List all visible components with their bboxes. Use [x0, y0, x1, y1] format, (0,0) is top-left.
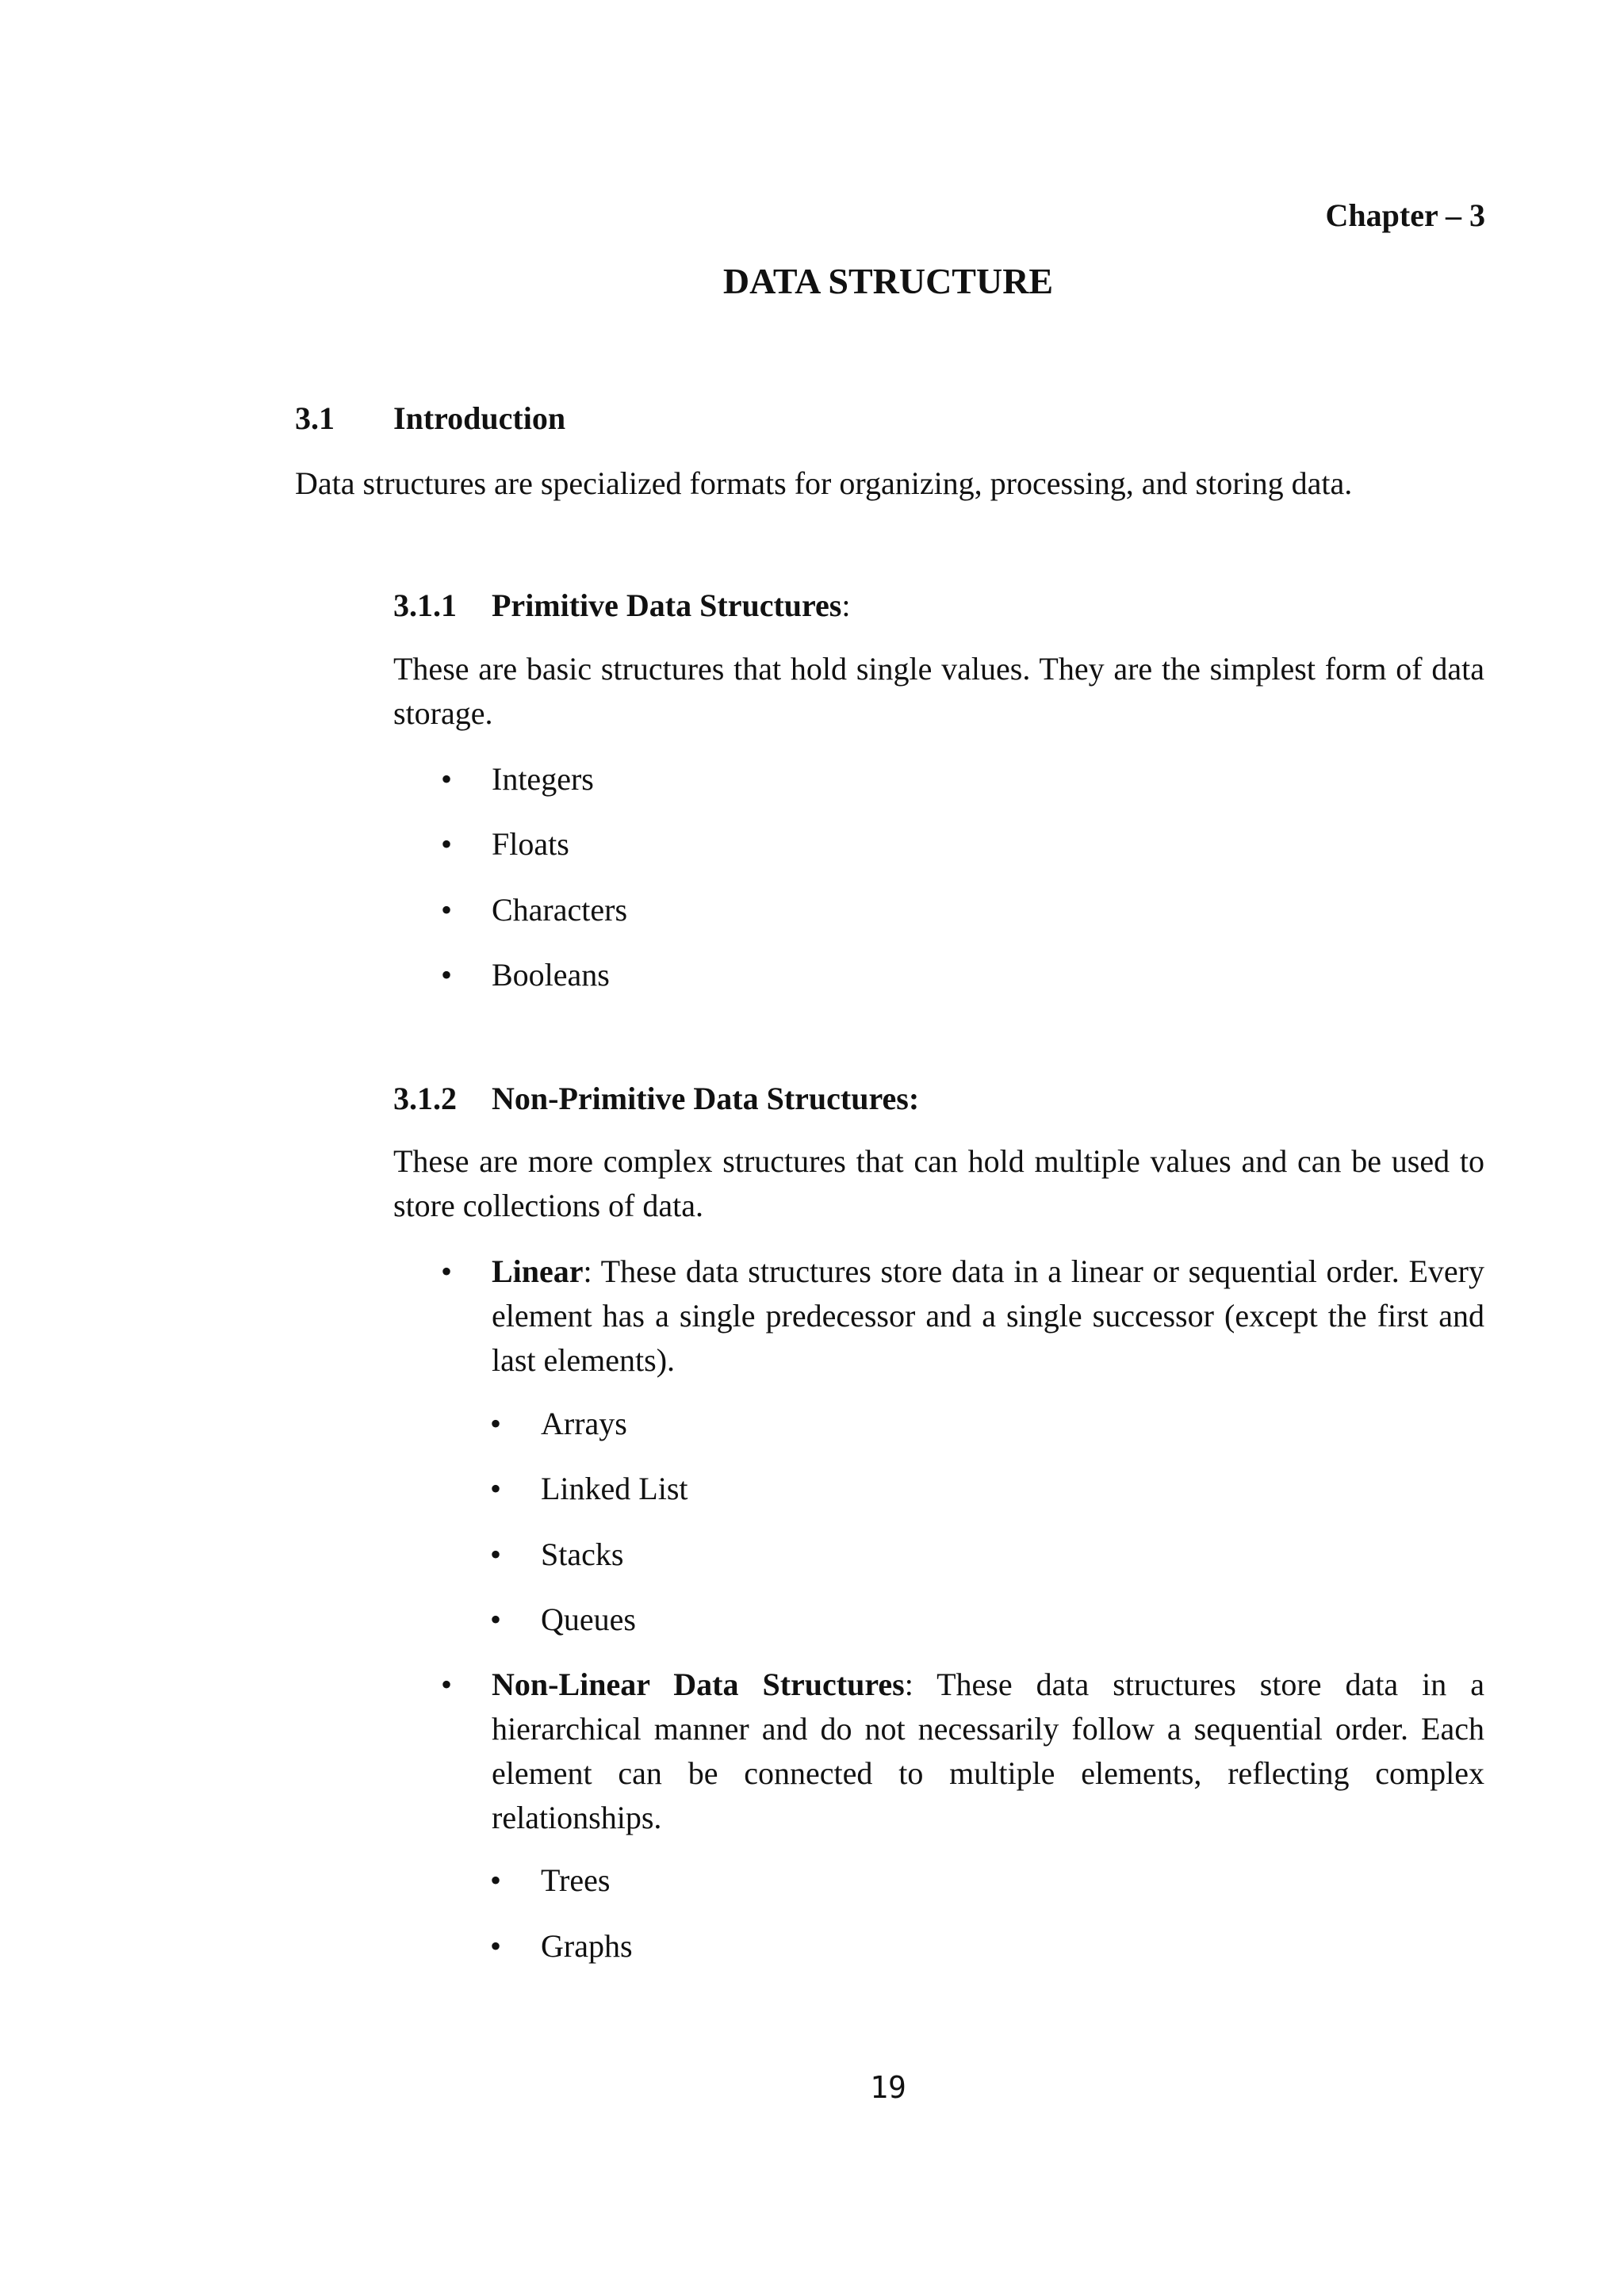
list-item-label: Integers	[492, 761, 594, 797]
list-item	[490, 1402, 1484, 1446]
section-title: Introduction	[393, 400, 566, 436]
bullet-icon: •	[490, 1536, 502, 1572]
list-item-label: Graphs	[541, 1928, 633, 1964]
list-item	[441, 888, 1484, 932]
list-item	[490, 1533, 1484, 1577]
subsection-title: Non-Primitive Data Structures:	[492, 1081, 920, 1116]
list-item-label: Booleans	[492, 957, 610, 993]
list-item	[441, 953, 1484, 997]
list-item-non-linear	[441, 1663, 1484, 1840]
bullet-icon: •	[490, 1601, 502, 1637]
bullet-icon: •	[441, 1667, 453, 1702]
bullet-icon: •	[441, 892, 453, 928]
list-item	[441, 822, 1484, 867]
list-item-label: Characters	[492, 892, 628, 928]
section-heading-introduction	[295, 398, 565, 439]
linear-description: : These data structures store data in a linear or sequential order. Every element has a single predecessor and a single successor (except the first and last elements).	[492, 1253, 1484, 1378]
page-number: 19	[870, 2070, 906, 2105]
chapter-label: Chapter – 3	[1325, 197, 1485, 233]
subsection-title: Primitive Data Structures	[492, 587, 842, 623]
list-item	[490, 1924, 1484, 1969]
subsection-heading-primitive	[393, 585, 851, 626]
bullet-icon: •	[441, 761, 453, 797]
list-item	[490, 1858, 1484, 1903]
list-item	[490, 1598, 1484, 1642]
subsection-suffix: :	[841, 587, 851, 623]
subsection-number: 3.1.1	[393, 587, 457, 623]
list-item	[441, 757, 1484, 802]
list-item-linear	[441, 1249, 1484, 1383]
bullet-icon: •	[441, 1253, 453, 1289]
page-title: DATA STRUCTURE	[722, 261, 1054, 301]
bullet-icon: •	[490, 1406, 502, 1441]
list-item	[490, 1467, 1484, 1511]
list-item-label: Arrays	[541, 1406, 627, 1441]
linear-label: Linear	[492, 1253, 584, 1289]
list-item-label: Stacks	[541, 1536, 624, 1572]
list-item-label: Floats	[492, 826, 569, 862]
bullet-icon: •	[441, 826, 453, 862]
list-item-label: Trees	[541, 1862, 611, 1898]
bullet-icon: •	[490, 1862, 502, 1898]
non-linear-label: Non-Linear Data Structures	[492, 1667, 905, 1702]
list-item-label: Linked List	[541, 1471, 688, 1506]
section-number: 3.1	[295, 400, 335, 436]
non-primitive-paragraph: These are more complex structures that can hold multiple values and can be used to store collections of data.	[393, 1143, 1484, 1223]
subsection-heading-non-primitive	[393, 1078, 919, 1119]
bullet-icon: •	[441, 957, 453, 993]
bullet-icon: •	[490, 1471, 502, 1506]
introduction-paragraph: Data structures are specialized formats for organizing, processing, and storing data.	[295, 465, 1353, 501]
list-item-label: Queues	[541, 1601, 636, 1637]
non-linear-description: : These data structures store data in a hierarchical manner and do not necessarily follow a sequential order. Each element can be connected to multiple elements, reflecting complex relationships.	[492, 1667, 1484, 1835]
subsection-number: 3.1.2	[393, 1081, 457, 1116]
bullet-icon: •	[490, 1928, 502, 1964]
primitive-paragraph: These are basic structures that hold single values. They are the simplest form of data storage.	[393, 651, 1484, 731]
